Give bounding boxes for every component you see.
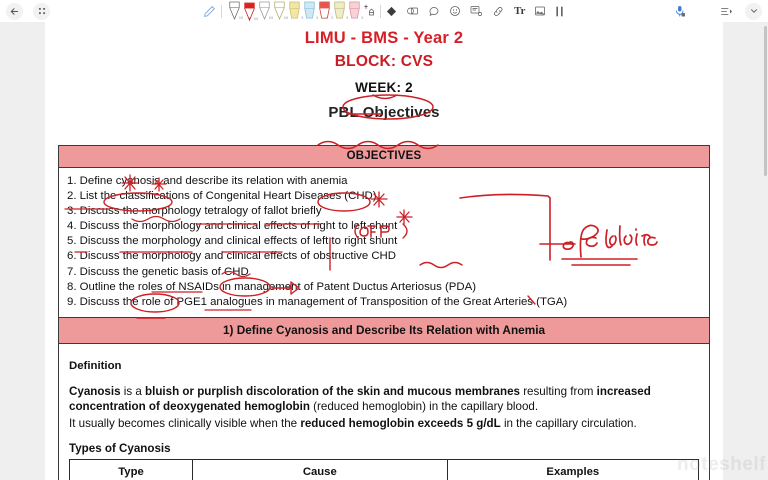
objectives-list xyxy=(59,168,709,317)
types-table xyxy=(69,459,699,480)
eraser-icon[interactable] xyxy=(386,6,397,17)
pen-size-label: 5 xyxy=(331,16,333,20)
back-arrow-icon[interactable] xyxy=(6,3,23,20)
column-header-examples: Examples xyxy=(447,460,698,480)
shapes-icon[interactable] xyxy=(406,5,419,17)
scrollbar-thumb[interactable] xyxy=(764,26,767,176)
pause-icon[interactable] xyxy=(555,6,564,17)
watermark: noteshelf xyxy=(677,454,766,475)
link-attach-icon[interactable] xyxy=(492,6,505,17)
pen-size-label: 0.5 xyxy=(283,16,288,20)
toolbar-divider xyxy=(221,5,222,18)
document-canvas[interactable] xyxy=(0,22,768,480)
definition-paragraph-1 xyxy=(69,384,699,414)
def-p1-part3: bluish or purplish discoloration of the skin and mucous membranes xyxy=(145,385,520,399)
document-title-block xyxy=(45,22,723,123)
pen-size-label: 5 xyxy=(301,16,303,20)
list-item: 7. Discuss the genetic basis of CHD xyxy=(67,265,249,278)
toolbar-tools-group xyxy=(203,0,564,22)
marker-grey-tool[interactable] xyxy=(257,1,272,21)
pen-size-label: 0.5 xyxy=(238,16,243,20)
def-p2-part1: It usually becomes clinically visible when the xyxy=(69,417,301,431)
pen-size-label: 5 xyxy=(346,16,348,20)
highlighter-yellow-tool[interactable] xyxy=(287,1,302,21)
types-heading: Types of Cyanosis xyxy=(69,442,171,456)
toolbar-left-group xyxy=(6,3,50,20)
toolbar-right-group xyxy=(674,0,762,22)
definition-paragraph-2 xyxy=(69,416,699,431)
section-body xyxy=(58,344,710,480)
objectives-box xyxy=(58,145,710,318)
add-pen-icon[interactable] xyxy=(363,4,375,18)
pen-icon[interactable] xyxy=(203,5,216,18)
section-header: 1) Define Cyanosis and Describe Its Relation with Anemia xyxy=(58,318,710,344)
highlighter-olive-tool[interactable] xyxy=(332,1,347,21)
def-p1-part1: Cyanosis xyxy=(69,385,121,399)
document-page xyxy=(45,22,723,480)
column-header-type: Type xyxy=(70,460,193,480)
sticker-smiley-icon[interactable] xyxy=(449,5,461,17)
objectives-header: OBJECTIVES xyxy=(59,146,709,168)
pen-size-label: 0.5 xyxy=(253,17,258,21)
title-line-3: WEEK: 2 xyxy=(355,79,413,95)
grid-apps-icon[interactable] xyxy=(33,3,50,20)
speech-bubble-icon[interactable] xyxy=(428,5,440,17)
list-item: 5. Discuss the morphology and clinical effects of left to right shunt xyxy=(67,235,398,248)
def-p2-part2: reduced hemoglobin exceeds 5 g/dL xyxy=(300,417,501,431)
list-item: 2. List the classifications of Congenital Heart Diseases (CHD) xyxy=(67,189,377,202)
marker-olive-tool[interactable] xyxy=(272,1,287,21)
highlighter-pink-tool[interactable] xyxy=(347,1,362,21)
table-header-row xyxy=(70,460,699,480)
text-tool-icon[interactable]: Tr xyxy=(514,5,526,17)
chevron-down-icon[interactable] xyxy=(745,3,762,20)
column-header-cause: Cause xyxy=(193,460,448,480)
pen-size-label: 0.5 xyxy=(268,16,273,20)
list-item: 8. Outline the roles of NSAIDs in management of Patent Ductus Arteriosus (PDA) xyxy=(67,280,476,293)
def-p2-part3: in the capillary circulation. xyxy=(500,417,637,431)
list-item: 9. Discuss the role of PGE1 analogues in management of Transposition of the Great Arteries (TGA) xyxy=(67,295,568,308)
top-toolbar xyxy=(0,0,768,22)
section-1-block xyxy=(58,318,710,480)
sticky-note-icon[interactable] xyxy=(470,5,483,17)
list-item: 4. Discuss the morphology and clinical effects of right to left shunt xyxy=(67,220,398,233)
highlighter-red-tool[interactable] xyxy=(317,1,332,21)
pen-size-label: 5 xyxy=(361,16,363,20)
list-item: 1. Define cyanosis and describe its relation with anemia xyxy=(67,174,348,187)
title-line-4: PBL Objectives xyxy=(328,103,440,121)
toolbar-divider-2 xyxy=(380,5,381,18)
def-p1-part5: increased concentration of deoxygenated hemoglobin xyxy=(69,385,651,414)
def-p1-part2: is a xyxy=(120,385,146,399)
insert-image-icon[interactable] xyxy=(534,5,546,17)
definition-heading: Definition xyxy=(69,360,122,373)
highlighter-cyan-tool[interactable] xyxy=(302,1,317,21)
microphone-icon[interactable] xyxy=(674,5,686,18)
def-p1-part4: resulting from xyxy=(519,385,597,399)
marker-red-tool[interactable] xyxy=(242,2,257,22)
pen-size-label: 5 xyxy=(316,16,318,20)
list-item: 6. Discuss the morphology and clinical effects of obstructive CHD xyxy=(67,250,396,263)
vertical-scrollbar[interactable] xyxy=(763,22,768,480)
title-line-2: BLOCK: CVS xyxy=(334,52,434,70)
marker-black-tool[interactable] xyxy=(227,1,242,21)
list-item: 3. Discuss the morphology tetralogy of fallot briefly xyxy=(67,205,322,218)
layers-list-icon[interactable] xyxy=(720,6,733,17)
def-p1-part6: (reduced hemoglobin) in the capillary blood. xyxy=(309,400,539,414)
title-line-1: LIMU - BMS - Year 2 xyxy=(304,29,464,47)
